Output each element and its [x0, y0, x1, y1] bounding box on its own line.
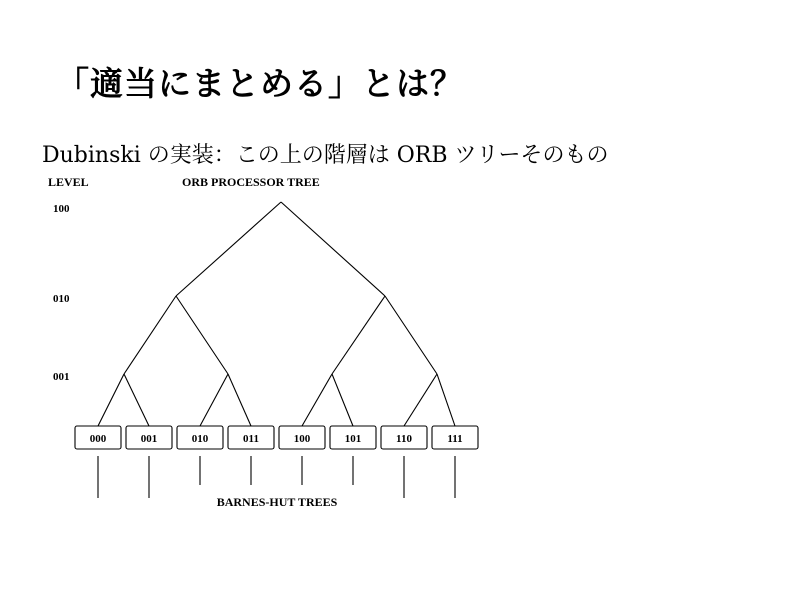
tree-edge-l3b-left: [200, 374, 228, 426]
leaf-label: 111: [447, 433, 463, 445]
leaf-node: [330, 426, 376, 449]
tree-edge-l3c-left: [302, 374, 332, 426]
tree-edge-l3a-right: [124, 374, 149, 426]
leaf-node: [177, 426, 223, 449]
leaf-node: [228, 426, 274, 449]
tree-edge-l3a-left: [98, 374, 124, 426]
leaf-node: [75, 426, 121, 449]
slide-subtitle: Dubinski の実装：この上の階層は ORB ツリーそのもの: [42, 143, 609, 168]
tree-edge-l2a-left: [124, 296, 176, 374]
tree-edge-l3d-right: [437, 374, 455, 426]
bottom-caption: BARNES-HUT TREES: [216, 495, 338, 509]
diagram-title: ORB PROCESSOR TREE: [182, 175, 320, 189]
level-tick-100: 100: [53, 203, 70, 215]
leaf-label: 001: [140, 433, 158, 445]
leaf-label: 110: [396, 433, 412, 445]
leaf-node: [126, 426, 172, 449]
tree-edge-l2b-right: [385, 296, 437, 374]
tree-edge-l2b-left: [332, 296, 385, 374]
level-axis-label: LEVEL: [48, 175, 89, 189]
leaf-node: [279, 426, 325, 449]
level-tick-010: 010: [53, 293, 70, 305]
tree-edge-root-left: [176, 202, 281, 296]
tree-edge-l3c-right: [332, 374, 353, 426]
leaf-node: [432, 426, 478, 449]
orb-processor-tree-figure: [0, 168, 800, 538]
leaf-label: 011: [243, 433, 259, 445]
leaf-label: 010: [191, 433, 209, 445]
tree-edge-l3d-left: [404, 374, 437, 426]
leaf-label: 100: [293, 433, 311, 445]
page-title: 「適当にまとめる」とは？: [56, 64, 464, 103]
tree-edge-l2a-right: [176, 296, 228, 374]
level-tick-001: 001: [53, 371, 70, 383]
leaf-node: [381, 426, 427, 449]
leaf-label: 000: [89, 433, 107, 445]
tree-edge-l3b-right: [228, 374, 251, 426]
leaf-label: 101: [344, 433, 362, 445]
tree-edge-root-right: [281, 202, 385, 296]
